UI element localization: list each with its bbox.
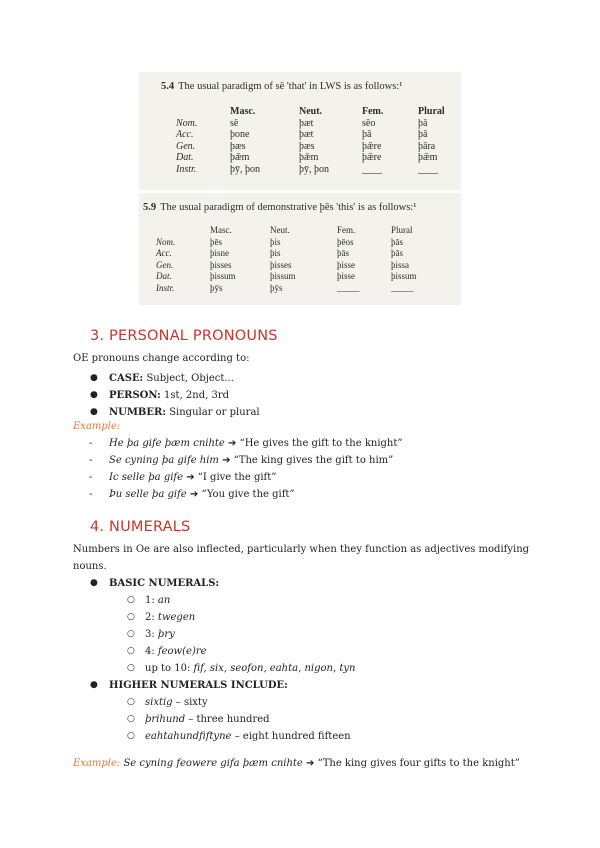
sub-list-item	[127, 628, 175, 641]
table-cell: þȳ, þon	[299, 163, 329, 175]
table-header: Masc.	[210, 225, 232, 235]
table-row	[176, 141, 445, 153]
table-cell: þȳ, þon	[230, 163, 260, 175]
bullet-label: NUMBER:	[109, 407, 167, 418]
table-cell: Acc.	[156, 248, 172, 259]
table-row	[156, 271, 417, 283]
bullet-label: PERSON:	[109, 390, 161, 401]
example-item	[89, 454, 394, 467]
numeral-number: up to 10:	[145, 663, 194, 674]
paradigm-se-caption	[161, 81, 402, 92]
table-cell: Dat.	[156, 271, 172, 282]
table-row	[176, 164, 445, 176]
example-label: Example:	[73, 758, 121, 769]
table-cell: þissum	[391, 271, 417, 282]
bullet-text: Subject, Object...	[143, 373, 234, 384]
numeral-number: 3:	[145, 629, 158, 640]
example-label: Example:	[73, 421, 121, 432]
table-header: Neut.	[299, 106, 323, 117]
table-cell: Instr.	[156, 282, 175, 293]
table-header: Fem.	[362, 106, 384, 117]
table-cell: þā	[418, 117, 428, 129]
table-cell: þissum	[210, 271, 236, 282]
caption-text: The usual paradigm of demonstrative þēs 'this' is as follows:¹	[160, 202, 417, 213]
table-cell: Nom.	[156, 236, 176, 247]
numeral-gloss: – sixty	[172, 697, 208, 708]
paradigm-se-image	[139, 72, 461, 190]
table-cell: þæt	[299, 129, 314, 140]
bullet-icon: ●	[90, 680, 98, 690]
table-cell: Instr.	[176, 163, 197, 175]
table-cell: Dat.	[176, 152, 194, 163]
circle-bullet-icon: ○	[127, 731, 135, 741]
table-cell: þā	[418, 129, 428, 140]
table-header: Plural	[418, 106, 445, 117]
table-header: Masc.	[230, 106, 256, 117]
table-header: Plural	[391, 225, 413, 235]
bullet-text: Singular or plural	[166, 407, 260, 418]
example-translation: “You give the gift”	[201, 489, 295, 500]
table-cell: þissum	[270, 271, 296, 282]
section4-intro-line2: nouns.	[73, 561, 107, 572]
numeral-word: twegen	[157, 612, 196, 623]
table-cell: þæt	[299, 117, 314, 129]
table-cell: Acc.	[176, 129, 194, 140]
table-header	[176, 106, 230, 118]
section-heading-personal-pronouns: 3. PERSONAL PRONOUNS	[90, 328, 278, 344]
example-oe: Se cyning þa gife him	[109, 455, 219, 466]
table-cell: þā	[362, 129, 372, 140]
table-cell: þȳs	[270, 282, 283, 293]
arrow-icon: ➔	[218, 455, 234, 466]
example-translation: “The king gives the gift to him”	[233, 455, 394, 466]
example-item	[89, 471, 277, 484]
circle-bullet-icon: ○	[127, 612, 135, 622]
circle-bullet-icon: ○	[127, 646, 135, 656]
numeral-number: 4:	[145, 646, 158, 657]
table-cell: þēos	[337, 236, 354, 247]
table-row	[156, 248, 417, 260]
table-cell: þæs	[299, 140, 315, 152]
table-cell: þǣm	[230, 152, 250, 163]
table-cell: þis	[270, 248, 281, 259]
numeral-word: eahtahundfiftyne	[145, 731, 232, 742]
table-cell: Gen.	[156, 259, 174, 270]
table-row	[176, 129, 445, 141]
sub-list-item	[127, 730, 351, 743]
numeral-number: 2:	[145, 612, 158, 623]
sub-list-item	[127, 662, 356, 675]
section-number: 5.4	[161, 81, 175, 92]
table-header-row	[156, 225, 417, 237]
higher-numerals-label: HIGHER NUMERALS INCLUDE:	[109, 680, 288, 691]
numeral-word: sixtig	[145, 697, 173, 708]
table-cell: þǣm	[299, 152, 319, 163]
section-number: 5.9	[143, 202, 157, 213]
bullet-label: CASE:	[109, 373, 144, 384]
table-cell: þǣm	[418, 152, 438, 163]
numeral-number: 1:	[145, 595, 158, 606]
table-cell: þissa	[391, 259, 409, 270]
table-header-row	[176, 106, 445, 118]
table-cell: _____	[391, 282, 414, 293]
numeral-word: feow(e)re	[157, 646, 207, 657]
list-item	[90, 406, 260, 419]
sub-list-item	[127, 611, 196, 624]
sub-list-item	[127, 696, 208, 709]
dash-icon: -	[89, 489, 93, 500]
table-cell: þȳs	[210, 282, 223, 293]
table-row	[156, 283, 417, 295]
example-oe: Ic selle þa gife	[109, 472, 184, 483]
basic-numerals-label: BASIC NUMERALS:	[109, 578, 220, 589]
sub-list-item	[127, 645, 207, 658]
bullet-icon: ●	[90, 578, 98, 588]
list-item	[90, 679, 288, 692]
list-item	[90, 389, 230, 402]
arrow-icon: ➔	[224, 438, 240, 449]
bullet-icon: ●	[90, 390, 98, 400]
arrow-icon: ➔	[186, 489, 202, 500]
circle-bullet-icon: ○	[127, 697, 135, 707]
table-cell: þās	[337, 248, 349, 259]
list-item	[90, 577, 220, 590]
numeral-gloss: – three hundred	[185, 714, 270, 725]
dash-icon: -	[89, 472, 93, 483]
section-heading-numerals: 4. NUMERALS	[90, 519, 191, 535]
table-cell: þisses	[210, 259, 232, 270]
table-cell: þās	[391, 248, 403, 259]
table-cell: þisse	[337, 271, 355, 282]
numeral-word: þry	[157, 629, 175, 640]
example-item	[89, 437, 403, 450]
table-row	[176, 152, 445, 164]
section3-intro: OE pronouns change according to:	[73, 353, 250, 364]
example-oe: He þa gife þæm cnihte	[109, 438, 225, 449]
table-row	[156, 260, 417, 272]
table-cell: þisse	[337, 259, 355, 270]
dash-icon: -	[89, 438, 93, 449]
list-item	[90, 372, 234, 385]
table-cell: Gen.	[176, 140, 196, 152]
paradigm-thes-image	[139, 193, 461, 305]
numeral-word: an	[157, 595, 171, 606]
numeral-word: þrihund	[145, 714, 186, 725]
example-translation: “The king gives four gifts to the knight”	[317, 758, 520, 769]
circle-bullet-icon: ○	[127, 629, 135, 639]
bullet-icon: ●	[90, 373, 98, 383]
table-cell: þisne	[210, 248, 229, 259]
example-translation: “He gives the gift to the knight”	[239, 438, 403, 449]
table-cell: ____	[418, 163, 438, 175]
paradigm-thes-table	[156, 225, 417, 295]
caption-text: The usual paradigm of sē 'that' in LWS is as follows:¹	[178, 81, 403, 92]
table-cell: þisses	[270, 259, 292, 270]
paradigm-se-table	[176, 106, 445, 175]
table-cell: þis	[270, 236, 281, 247]
circle-bullet-icon: ○	[127, 663, 135, 673]
example-oe: Se cyning feowere gifa þæm cnihte	[120, 758, 303, 769]
sub-list-item	[127, 713, 270, 726]
table-cell: þæs	[230, 140, 246, 152]
example-oe: Þu selle þa gife	[109, 489, 187, 500]
table-header: Fem.	[337, 225, 356, 235]
numerals-example	[73, 757, 520, 770]
circle-bullet-icon: ○	[127, 595, 135, 605]
table-header: Neut.	[270, 225, 290, 235]
table-header	[156, 225, 210, 237]
bullet-icon: ●	[90, 407, 98, 417]
example-translation: “I give the gift”	[197, 472, 277, 483]
table-cell: þāra	[418, 140, 436, 152]
table-cell: ____	[362, 163, 382, 175]
table-cell: _____	[337, 282, 360, 293]
table-cell: þās	[391, 236, 403, 247]
table-cell: þǣre	[362, 152, 382, 163]
dash-icon: -	[89, 455, 93, 466]
table-cell: Nom.	[176, 117, 198, 129]
table-cell: þǣre	[362, 140, 382, 152]
paradigm-thes-caption	[143, 202, 416, 213]
numeral-gloss: – eight hundred fifteen	[231, 731, 351, 742]
table-cell: sēo	[362, 117, 376, 129]
numeral-word: fif, six, seofon, eahta, nigon, tyn	[193, 663, 356, 674]
table-row	[156, 237, 417, 249]
bullet-text: 1st, 2nd, 3rd	[160, 390, 230, 401]
table-cell: sē	[230, 117, 239, 129]
circle-bullet-icon: ○	[127, 714, 135, 724]
example-item	[89, 488, 295, 501]
section4-intro-line1: Numbers in Oe are also inflected, particularly when they function as adjectives modifying	[73, 544, 530, 555]
table-cell: þēs	[210, 236, 222, 247]
sub-list-item	[127, 594, 171, 607]
table-row	[176, 118, 445, 130]
table-cell: þone	[230, 129, 250, 140]
arrow-icon: ➔	[302, 758, 318, 769]
arrow-icon: ➔	[183, 472, 198, 483]
